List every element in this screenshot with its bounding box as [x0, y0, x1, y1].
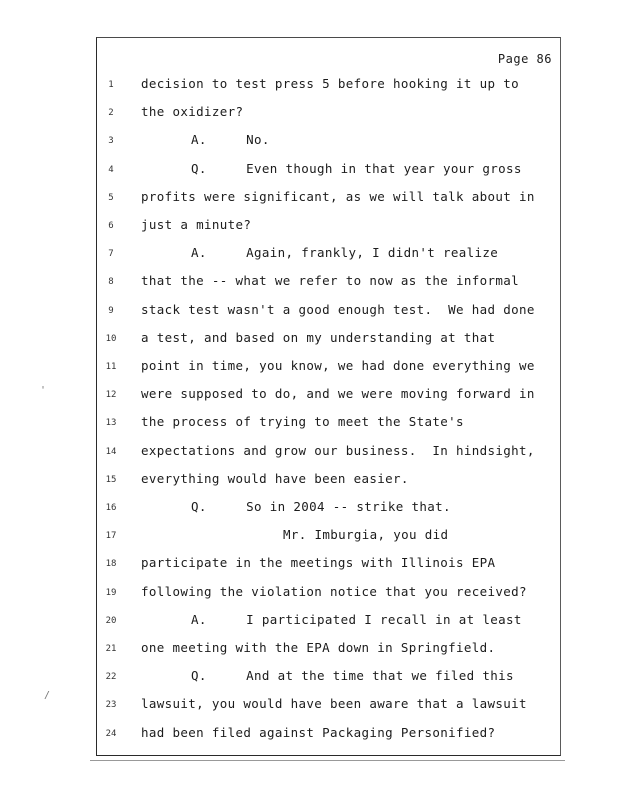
transcript-line	[97, 161, 560, 185]
line-number: 6	[108, 221, 114, 231]
line-text: had been filed against Packaging Personified?	[141, 724, 496, 740]
line-number: 19	[105, 587, 117, 598]
transcript-page	[96, 37, 561, 756]
line-text: Mr. Imburgia, you did	[283, 527, 449, 543]
margin-mark: /	[44, 690, 51, 701]
transcript-line	[97, 76, 560, 100]
line-number: 22	[105, 672, 117, 683]
line-text: everything would have been easier.	[141, 470, 409, 486]
transcript-line	[97, 471, 560, 495]
line-number: 1	[108, 80, 114, 90]
line-number: 18	[105, 559, 117, 570]
transcript-line	[97, 414, 560, 438]
line-text: Q. So in 2004 -- strike that.	[191, 499, 451, 514]
line-number: 15	[105, 474, 117, 485]
line-number: 13	[105, 418, 117, 429]
page-number-label: Page 86	[497, 52, 552, 66]
line-text: point in time, you know, we had done everything we	[141, 358, 535, 373]
transcript-line	[97, 527, 560, 551]
transcript-line	[97, 386, 560, 410]
line-text: A. No.	[191, 132, 270, 148]
line-text: just a minute?	[141, 217, 252, 232]
transcript-line	[97, 104, 560, 128]
transcript-line	[97, 499, 560, 523]
page-bottom-rule	[90, 760, 565, 761]
transcript-line	[97, 640, 560, 664]
line-number: 21	[105, 644, 117, 654]
line-text: the oxidizer?	[141, 104, 244, 120]
line-number: 17	[105, 531, 117, 542]
transcript-line	[97, 132, 560, 156]
line-number: 2	[108, 108, 114, 119]
line-text: stack test wasn't a good enough test. We had done	[141, 301, 535, 317]
transcript-line	[97, 273, 560, 297]
line-text: one meeting with the EPA down in Springfield.	[141, 640, 496, 655]
line-number: 14	[105, 446, 117, 457]
line-text: decision to test press 5 before hooking it up to	[141, 76, 520, 91]
line-number: 10	[105, 333, 117, 344]
line-text: Q. Even though in that year your gross	[191, 160, 522, 176]
line-number: 3	[108, 136, 114, 147]
line-text: lawsuit, you would have been aware that a lawsuit	[141, 696, 527, 712]
line-text: participate in the meetings with Illinois EPA	[141, 555, 496, 571]
line-number: 9	[108, 305, 114, 316]
line-number: 12	[105, 390, 117, 401]
line-text: profits were significant, as we will talk about in	[141, 188, 535, 204]
transcript-line	[97, 217, 560, 241]
line-number: 8	[108, 277, 114, 288]
transcript-line	[97, 443, 560, 467]
line-text: expectations and grow our business. In hindsight,	[141, 442, 535, 458]
line-number: 11	[105, 362, 117, 372]
transcript-line	[97, 302, 560, 326]
transcript-line	[97, 245, 560, 269]
line-text: that the -- what we refer to now as the informal	[141, 273, 520, 289]
line-text: following the violation notice that you received?	[141, 583, 527, 599]
line-number: 5	[108, 192, 114, 203]
line-text: A. I participated I recall in at least	[191, 611, 522, 627]
line-number: 7	[108, 249, 114, 260]
transcript-line	[97, 612, 560, 636]
line-text: a test, and based on my understanding at that	[141, 329, 496, 345]
line-text: the process of trying to meet the State's	[141, 414, 464, 430]
line-text: were supposed to do, and we were moving forward in	[141, 386, 535, 402]
line-number: 4	[108, 164, 114, 175]
line-number: 23	[105, 700, 117, 711]
transcript-line	[97, 725, 560, 749]
line-number: 16	[105, 503, 117, 513]
transcript-line	[97, 584, 560, 608]
line-text: A. Again, frankly, I didn't realize	[191, 245, 499, 261]
line-number: 24	[105, 728, 117, 739]
transcript-line	[97, 189, 560, 213]
transcript-line	[97, 555, 560, 579]
line-number: 20	[105, 615, 117, 626]
margin-mark: '	[40, 385, 47, 396]
transcript-line	[97, 358, 560, 382]
transcript-line	[97, 330, 560, 354]
line-text: Q. And at the time that we filed this	[191, 668, 514, 684]
transcript-line	[97, 696, 560, 720]
transcript-line	[97, 668, 560, 692]
